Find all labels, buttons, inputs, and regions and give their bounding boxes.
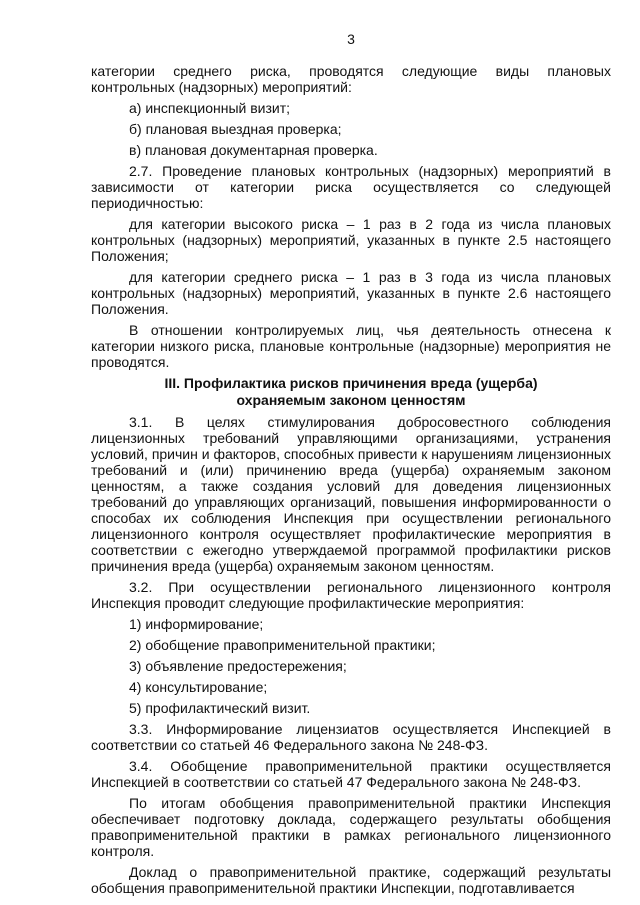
paragraph-low-risk: В отношении контролируемых лиц, чья деятельность отнесена к категории низкого риска, плановые контрольные (надзорные) мероприятия не проводятся.	[91, 322, 611, 370]
list-item-4: 4) консультирование;	[129, 679, 268, 695]
list-item-a: а) инспекционный визит;	[129, 100, 291, 116]
paragraph-results: По итогам обобщения правоприменительной практики Инспекция обеспечивает подготовку доклада, содержащего результаты обобщения правоприменительной практики в рамках регионального лицензионного контроля.	[91, 795, 611, 859]
section-heading	[91, 375, 611, 409]
paragraph-report: Доклад о правоприменительной практике, содержащий результаты обобщения правоприменительной практики Инспекции, подготавливается	[91, 864, 611, 896]
paragraph-2-7: 2.7. Проведение плановых контрольных (надзорных) мероприятий в зависимости от категории риска осуществляется со следующей периодичностью:	[91, 163, 611, 211]
paragraph-continuation: категории среднего риска, проводятся следующие виды плановых контрольных (надзорных) мероприятий:	[91, 63, 611, 95]
section-heading-line-1: III. Профилактика рисков причинения вреда (ущерба)	[164, 375, 538, 391]
list-item-b: б) плановая выездная проверка;	[129, 121, 342, 137]
list-item-1: 1) информирование;	[129, 616, 264, 632]
document-body	[91, 63, 611, 896]
paragraph-3-2: 3.2. При осуществлении регионального лицензионного контроля Инспекция проводит следующие профилактические мероприятия:	[91, 579, 611, 611]
section-heading-line-2: охраняемым законом ценностям	[236, 392, 466, 408]
list-item-3: 3) объявление предостережения;	[129, 658, 347, 674]
list-item-c: в) плановая документарная проверка.	[129, 142, 378, 158]
paragraph-3-3: 3.3. Информирование лицензиатов осуществляется Инспекцией в соответствии со статьей 46 Федерального закона № 248-ФЗ.	[91, 721, 611, 753]
list-item-2: 2) обобщение правоприменительной практики;	[129, 637, 436, 653]
page-number: 3	[347, 31, 355, 47]
list-item-5: 5) профилактический визит.	[129, 700, 311, 716]
paragraph-3-4: 3.4. Обобщение правоприменительной практики осуществляется Инспекцией в соответствии со статьей 47 Федерального закона № 248-ФЗ.	[91, 758, 611, 790]
paragraph-3-1: 3.1. В целях стимулирования добросовестного соблюдения лицензионных требований управляющими организациями, устранения условий, причин и факторов, способных привести к нарушениям лицензионных требований и (или) причинению вреда (ущерба) охраняемым законом ценностям, а также создания условий для доведения лицензионных требований до управляющих организаций, повышения информированности о способах их соблюдения Инспекция при осуществлении регионального лицензионного контроля осуществляет профилактические мероприятия в соответствии с ежегодно утверждаемой программой профилактики рисков причинения вреда (ущерба) охраняемым законом ценностям.	[91, 414, 611, 574]
paragraph-high-risk: для категории высокого риска – 1 раз в 2 года из числа плановых контрольных (надзорных) мероприятий, указанных в пункте 2.5 настоящего Положения;	[91, 216, 611, 264]
paragraph-medium-risk: для категории среднего риска – 1 раз в 3 года из числа плановых контрольных (надзорных) мероприятий, указанных в пункте 2.6 настоящего Положения.	[91, 269, 611, 317]
